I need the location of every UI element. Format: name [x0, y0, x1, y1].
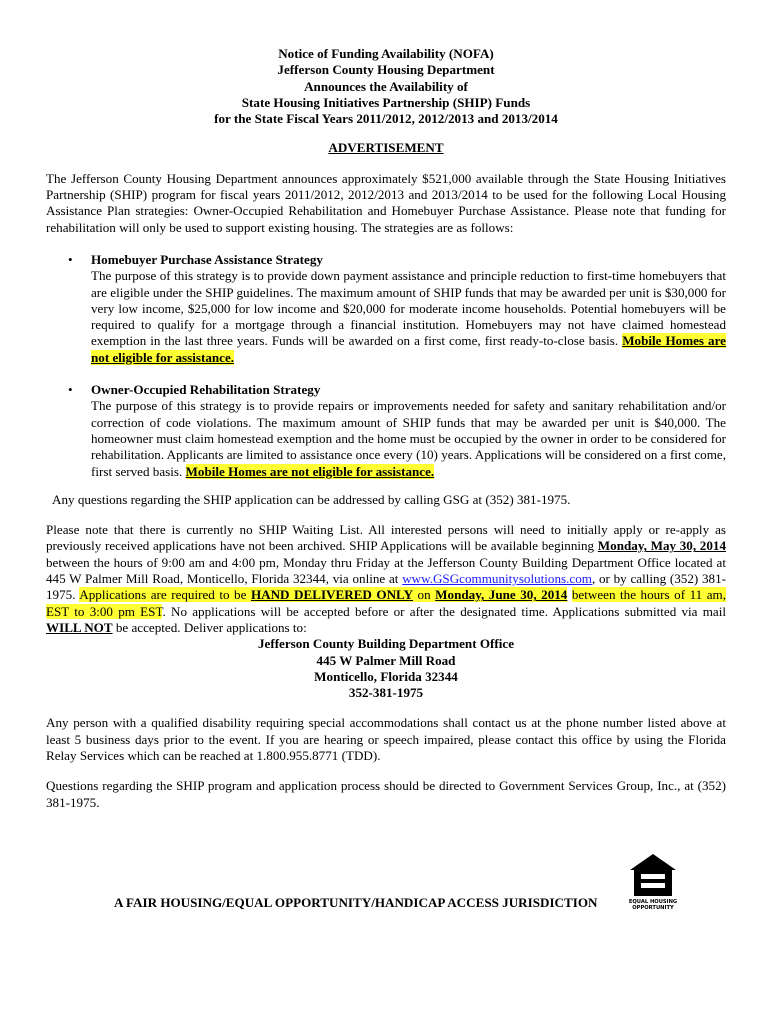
address-line-4: 352-381-1975 [348, 685, 424, 701]
disability-paragraph: Any person with a qualified disability requiring special accommodations shall contact us at the phone number listed above at least 5 business days prior to the event. If you are hearing or speech impaired, please contact this office by using the Florida Relay Services which can be reached at 1.800.955.8771 (TDD). [46, 715, 726, 763]
strategy-note: Mobile Homes are not eligible for assistance. [91, 333, 726, 365]
strategy-title: Homebuyer Purchase Assistance Strategy [91, 251, 323, 267]
title-line-1: Notice of Funding Availability (NOFA) [278, 46, 494, 61]
title-line-2: Jefferson County Housing Department [277, 62, 495, 78]
title-line-4: State Housing Initiatives Partnership (SHIP) Funds [241, 94, 531, 110]
will-not-text: WILL NOT [46, 619, 113, 635]
strategy-title: Owner-Occupied Rehabilitation Strategy [91, 382, 321, 398]
questions-line: Any questions regarding the SHIP application can be addressed by calling GSG at (352) 381-1975. [52, 491, 571, 507]
intro-paragraph: The Jefferson County Housing Department announces approximately $521,000 available through the State Housing Initiatives Partnership (SHIP) program for fiscal years 2011/2012, 2012/2013 and 2013/2014 to be used for the following Local Housing Assistance Plan strategies: Owner-Occupied Rehabilitation and Homebuyer Purchase Assistance. Please note that funding for rehabilitation will only be used to support existing housing. The strategies are as follows: [46, 170, 726, 235]
address-line-3: Monticello, Florida 32344 [314, 668, 458, 684]
gsg-questions-paragraph: Questions regarding the SHIP program and application process should be directed to Government Services Group, Inc., at (352) 381-1975. [46, 778, 726, 810]
strategy-text: The purpose of this strategy is to provide repairs or improvements needed for safety and sanitary rehabilitation and/or correction of code violations. The maximum amount of SHIP funds that may be awarded per unit is $40,000. The homeowner must claim homestead exemption and the home must be occupied by the owner in order to be considered for rehabilitation. Applicants are limited to assistance once every (10) years. Applications will be considered on a first come, first served basis. [91, 398, 726, 479]
notice-document [46, 46, 726, 811]
equal-housing-house-icon [628, 852, 678, 910]
bullet-icon: • [68, 382, 73, 398]
hand-delivered-text: HAND DELIVERED ONLY [250, 587, 414, 603]
delivery-date: Monday, June 30, 2014 [435, 587, 568, 603]
strategy-note: Mobile Homes are not eligible for assistance. [185, 463, 435, 479]
highlight-text-2: on [413, 587, 436, 603]
waiting-text-1: Please note that there is currently no SHIP Waiting List. All interested persons will need to initially apply or re-apply as previously received applications have not been archived. SHIP Applications will be available beginning [46, 522, 726, 554]
gsg-website-link[interactable]: www.GSGcommunitysolutions.com [402, 571, 592, 587]
bullet-icon: • [68, 251, 73, 267]
strategy-homebuyer [46, 252, 726, 366]
logo-text-1: EQUAL HOUSING [628, 899, 678, 905]
title-line-3: Announces the Availability of [304, 78, 468, 94]
advertisement-heading: ADVERTISEMENT [328, 140, 444, 156]
strategy-text: The purpose of this strategy is to provide down payment assistance and principle reduction to first-time homebuyers that are eligible under the SHIP guidelines. The maximum amount of SHIP funds that may be awarded per unit is $30,000 for very low income, $25,000 for low income and $20,000 for moderate income households. Potential homebuyers will be required to qualify for a mortgage through a financial institution. Homebuyers may not have claimed homestead exemption in the last three years. Funds will be awarded on a first come, first ready-to-close basis. [91, 268, 726, 349]
waiting-text-5: be accepted. Deliver applications to: [112, 619, 307, 635]
fair-housing-footer: A FAIR HOUSING/EQUAL OPPORTUNITY/HANDICAP ACCESS JURISDICTION [114, 895, 598, 910]
address-line-1: Jefferson County Building Department Office [257, 636, 515, 652]
available-date: Monday, May 30, 2014 [597, 538, 726, 554]
logo-text-2: OPPORTUNITY [632, 905, 674, 910]
waiting-text-2: between the hours of 9:00 am and 4:00 pm, Monday thru Friday at the Jefferson County Building Department Office located at 445 W Palmer Mill Road, Monticello, Florida 32344, via online at [46, 554, 726, 587]
strategy-body [91, 268, 726, 366]
delivery-address [46, 636, 726, 701]
highlight-text-1: Applications are required to be [79, 587, 251, 603]
title-block [46, 46, 726, 127]
strategy-body [91, 398, 726, 479]
address-line-2: 445 W Palmer Mill Road [316, 652, 456, 668]
title-line-5: for the State Fiscal Years 2011/2012, 2012/2013 and 2013/2014 [214, 111, 558, 127]
waiting-text-4: . No applications will be accepted before or after the designated time. Applications submitted via mail [162, 603, 727, 619]
strategy-rehabilitation [46, 382, 726, 480]
waiting-text-3: , or by calling (352) 381-1975. [46, 571, 727, 603]
delivery-hours: between the hours of 11 am, EST to 3:00 pm EST [46, 587, 726, 619]
equal-housing-icon [628, 852, 678, 910]
waiting-list-paragraph [46, 522, 726, 636]
